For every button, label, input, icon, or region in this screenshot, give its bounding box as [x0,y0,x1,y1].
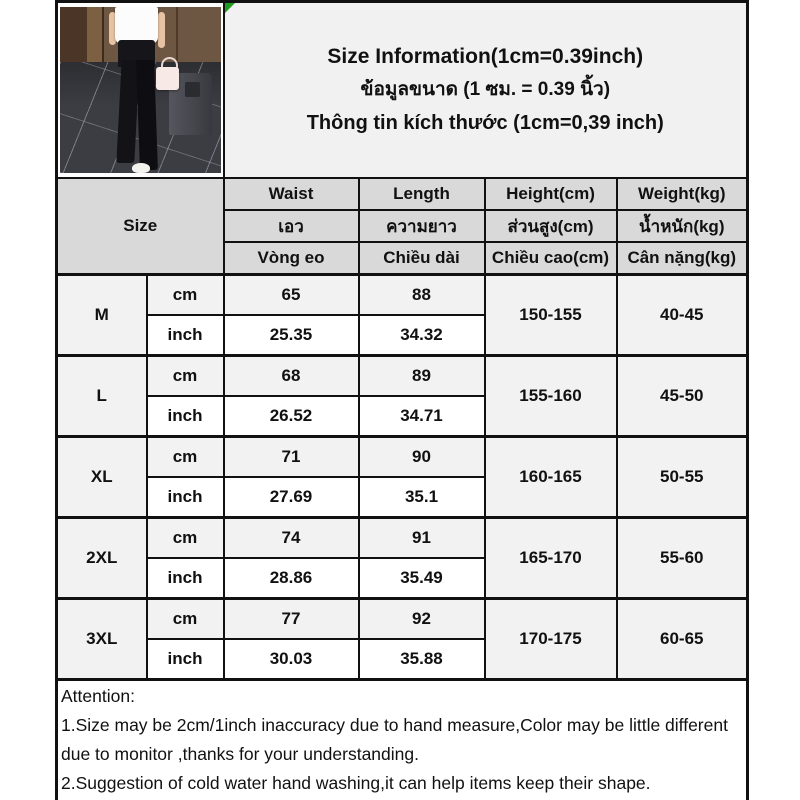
height-range: 155-160 [485,356,617,437]
waist-inch-value: 26.52 [224,396,359,437]
waist-cm-value: 71 [224,437,359,478]
title-cell [224,2,748,179]
column-header-weight-vi: Cân nặng(kg) [617,242,748,275]
unit-label-cm: cm [147,275,224,316]
waist-cm-value: 68 [224,356,359,397]
column-header-waist-vi: Vòng eo [224,242,359,275]
size-label: M [57,275,147,356]
length-inch-value: 34.71 [359,396,485,437]
size-label: XL [57,437,147,518]
unit-label-inch: inch [147,396,224,437]
model-photo [60,7,221,173]
weight-range: 55-60 [617,518,748,599]
white-shoe [132,163,150,173]
size-table [55,0,749,800]
model-photo-cell [57,2,224,179]
attention-heading: Attention: [61,686,135,706]
length-inch-value: 34.32 [359,315,485,356]
length-inch-value: 35.88 [359,639,485,680]
size-label: 3XL [57,599,147,680]
length-cm-value: 88 [359,275,485,316]
waist-cm-value: 77 [224,599,359,640]
waist-inch-value: 28.86 [224,558,359,599]
size-info-title-th: ข้อมูลขนาด (1 ซม. = 0.39 นิ้ว) [360,79,611,100]
column-header-length-th: ความยาว [359,210,485,242]
waist-cm-value: 74 [224,518,359,559]
height-range: 160-165 [485,437,617,518]
size-header: Size [57,178,224,275]
unit-label-cm: cm [147,599,224,640]
size-info-title-vi: Thông tin kích thước (1cm=0,39 inch) [306,112,664,134]
size-label: L [57,356,147,437]
weight-range: 60-65 [617,599,748,680]
length-cm-value: 90 [359,437,485,478]
height-range: 170-175 [485,599,617,680]
length-cm-value: 89 [359,356,485,397]
unit-label-cm: cm [147,356,224,397]
unit-label-cm: cm [147,518,224,559]
white-shirt [115,7,158,44]
column-header-height-th: ส่วนสูง(cm) [485,210,617,242]
unit-label-inch: inch [147,315,224,356]
length-cm-value: 92 [359,599,485,640]
length-inch-value: 35.49 [359,558,485,599]
column-header-height-vi: Chiều cao(cm) [485,242,617,275]
attention-line-1: 1.Size may be 2cm/1inch inaccuracy due to hand measure,Color may be little different due to monitor ,thanks for your understanding. [61,715,728,764]
weight-range: 45-50 [617,356,748,437]
column-header-waist-th: เอว [224,210,359,242]
unit-label-inch: inch [147,639,224,680]
waist-inch-value: 30.03 [224,639,359,680]
height-range: 165-170 [485,518,617,599]
attention-line-2: 2.Suggestion of cold water hand washing,it can help items keep their shape. [61,773,651,793]
unit-label-cm: cm [147,437,224,478]
weight-range: 40-45 [617,275,748,356]
attention-note [57,680,748,800]
waist-inch-value: 25.35 [224,315,359,356]
waist-inch-value: 27.69 [224,477,359,518]
length-inch-value: 35.1 [359,477,485,518]
column-header-height-en: Height(cm) [485,178,617,210]
height-range: 150-155 [485,275,617,356]
size-label: 2XL [57,518,147,599]
column-header-waist-en: Waist [224,178,359,210]
weight-range: 50-55 [617,437,748,518]
waist-cm-value: 65 [224,275,359,316]
column-header-length-vi: Chiều dài [359,242,485,275]
length-cm-value: 91 [359,518,485,559]
column-header-length-en: Length [359,178,485,210]
handbag [156,67,178,90]
column-header-weight-th: น้ำหนัก(kg) [617,210,748,242]
size-info-title-en: Size Information(1cm=0.39inch) [327,45,644,68]
column-header-weight-en: Weight(kg) [617,178,748,210]
green-corner-marker-icon [225,3,235,13]
unit-label-inch: inch [147,558,224,599]
unit-label-inch: inch [147,477,224,518]
